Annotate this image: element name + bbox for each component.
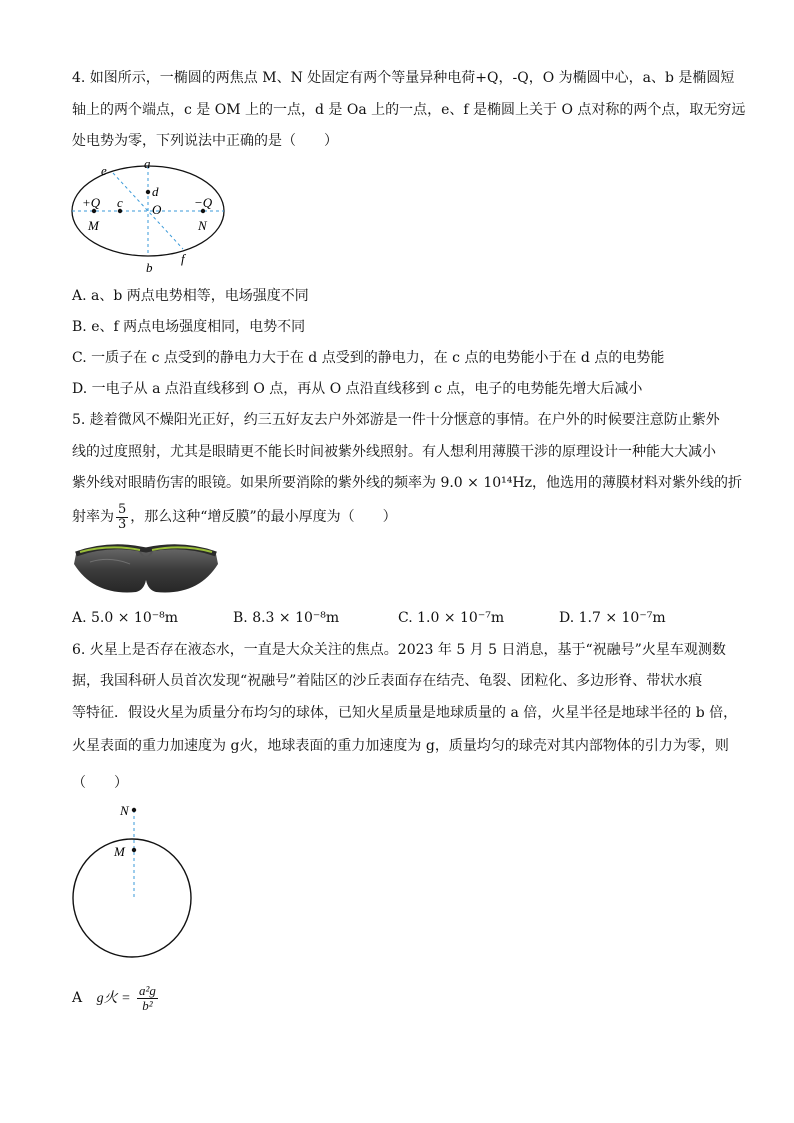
label-M: M	[88, 218, 99, 233]
planet-circle	[73, 839, 191, 957]
q4-option-c: C. 一质子在 c 点受到的静电力大于在 d 点受到的静电力，在 c 点的电势能小于在 d 点的电势能	[72, 350, 665, 366]
q5-text-line-3: 紫外线对眼睛伤害的眼镜。如果所要消除的紫外线的频率为 9.0 × 10¹⁴Hz，他选用的薄膜材料对紫外线的折	[72, 475, 742, 491]
q6-text-line-1: 6. 火星上是否存在液态水，一直是大众关注的焦点。2023 年 5 月 5 日消息，基于“祝融号”火星车观测数	[72, 642, 726, 658]
label-plusQ: +Q	[82, 195, 101, 210]
sunglasses-image	[70, 540, 222, 602]
label-a: a	[144, 156, 151, 171]
q6-option-a	[72, 980, 160, 1017]
point-d	[146, 190, 150, 194]
label-minusQ: −Q	[194, 195, 213, 210]
refractive-index-fraction	[116, 503, 128, 532]
point-M	[132, 848, 136, 852]
q5-text-line-1: 5. 趁着微风不燥阳光正好，约三五好友去户外郊游是一件十分惬意的事情。在户外的时候要注意防止紫外	[72, 412, 720, 428]
q5-text-line-2: 线的过度照射，尤其是眼睛更不能长时间被紫外线照射。有人想利用薄膜干涉的原理设计一种能大大减小	[72, 444, 716, 460]
label-d: d	[152, 184, 159, 199]
q6-option-a-lhs: g火 =	[96, 991, 131, 1006]
q6-text-line-3: 等特征．假设火星为质量分布均匀的球体，已知火星质量是地球质量的 a 倍，火星半径是地球半径的 b 倍，	[72, 705, 738, 721]
q6-option-a-fraction	[137, 984, 158, 1013]
label-N: N	[120, 803, 129, 818]
q5-option-a: A. 5.0 × 10⁻⁸m	[72, 610, 178, 626]
fraction-numerator: 5	[118, 501, 127, 517]
q4-option-d: D. 一电子从 a 点沿直线移到 O 点，再从 O 点沿直线移到 c 点，电子的电势能先增大后减小	[72, 381, 643, 397]
q5-line4-pre: 射率为	[72, 509, 114, 525]
q6-text-line-2: 据，我国科研人员首次发现“祝融号”着陆区的沙丘表面存在结壳、龟裂、团粒化、多边形脊、带状水痕	[72, 673, 703, 689]
label-M: M	[114, 844, 125, 859]
label-N: N	[198, 218, 207, 233]
q4-ellipse-figure	[68, 156, 236, 276]
q6-planet-figure	[70, 800, 196, 960]
fraction-denominator: 3	[118, 516, 127, 532]
q4-text-line-3: 处电势为零，下列说法中正确的是（ ）	[72, 133, 338, 149]
q6-option-a-label: A	[72, 990, 83, 1006]
label-e: e	[101, 163, 107, 178]
q4-text-line-2: 轴上的两个端点，c 是 OM 上的一点，d 是 Oa 上的一点，e、f 是椭圆上关于 O 点对称的两个点，取无穷远	[72, 102, 746, 118]
q5-option-b: B. 8.3 × 10⁻⁸m	[233, 610, 340, 626]
q6-fraction-numerator: a²g	[138, 982, 156, 998]
q6-text-line-4: 火星表面的重力加速度为 g火，地球表面的重力加速度为 g，质量均匀的球壳对其内部物体的引力为零，则	[72, 738, 729, 754]
q4-text-line-1: 4. 如图所示，一椭圆的两焦点 M、N 处固定有两个等量异种电荷+Q，-Q，O 为椭圆中心，a、b 是椭圆短	[72, 70, 735, 86]
q6-text-line-5: （ ）	[72, 775, 128, 791]
label-O: O	[152, 202, 162, 217]
q5-option-c: C. 1.0 × 10⁻⁷m	[398, 610, 505, 626]
q4-option-a: A. a、b 两点电势相等，电场强度不同	[72, 288, 309, 304]
label-f: f	[181, 251, 185, 266]
q6-fraction-denominator: b²	[142, 997, 153, 1013]
q5-option-d: D. 1.7 × 10⁻⁷m	[559, 610, 666, 626]
q5-text-line-4	[72, 500, 397, 534]
q5-line4-post: ，那么这种“增反膜”的最小厚度为（ ）	[130, 509, 397, 525]
point-N	[132, 808, 136, 812]
label-c: c	[117, 195, 123, 210]
label-b: b	[146, 260, 153, 275]
q4-option-b: B. e、f 两点电场强度相同，电势不同	[72, 319, 306, 335]
